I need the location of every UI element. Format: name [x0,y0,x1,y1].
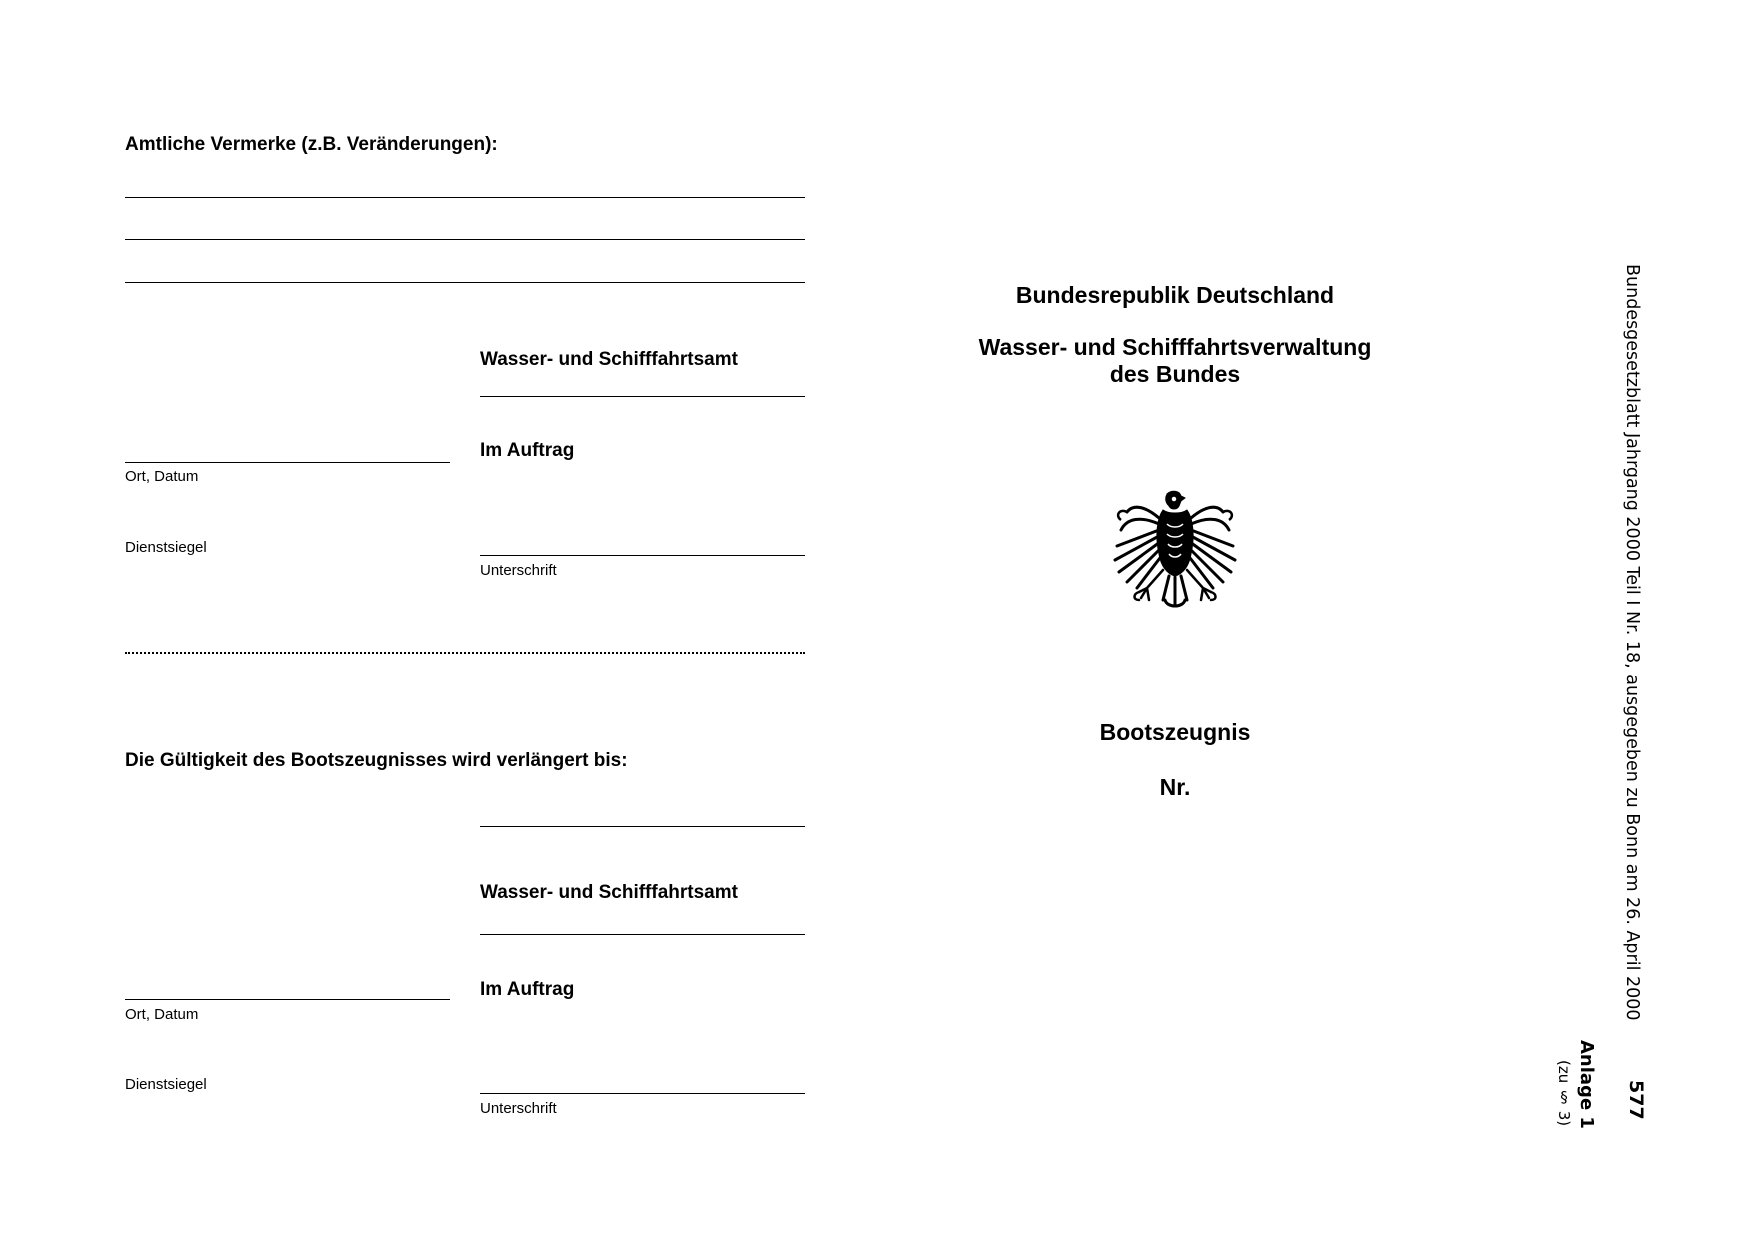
federal-eagle-icon [1105,488,1245,618]
running-header: Bundesgesetzblatt Jahrgang 2000 Teil I Nr. 18, ausgegeben zu Bonn am 26. April 2000 [1622,264,1642,1021]
notes-line-2[interactable] [125,239,805,240]
signature-line[interactable] [480,555,805,556]
document-title: Bootszeugnis [1099,719,1251,745]
official-notes-heading: Amtliche Vermerke (z.B. Veränderungen): [125,134,498,155]
place-date-line[interactable] [125,462,450,463]
signature-label-2: Unterschrift [480,1100,557,1117]
place-date-label: Ort, Datum [125,468,199,485]
validity-extension-heading: Die Gültigkeit des Bootszeugnisses wird verlängert bis: [125,750,628,771]
office-line-2[interactable] [480,934,805,935]
office-line[interactable] [480,396,805,397]
signature-label: Unterschrift [480,562,557,579]
office-label: Wasser- und Schifffahrtsamt [480,349,738,370]
place-date-label-2: Ort, Datum [125,1006,199,1023]
on-behalf-label: Im Auftrag [480,440,575,461]
administration-title-line2: des Bundes [1109,361,1241,387]
validity-date-line[interactable] [480,826,805,827]
place-date-line-2[interactable] [125,999,450,1000]
annex-reference: (zu § 3) [1555,1060,1573,1127]
seal-label: Dienstsiegel [125,539,207,556]
signature-line-2[interactable] [480,1093,805,1094]
notes-line-1[interactable] [125,197,805,198]
seal-label-2: Dienstsiegel [125,1076,207,1093]
cut-line-divider [125,652,805,654]
on-behalf-label-2: Im Auftrag [480,979,575,1000]
annex-label: Anlage 1 [1576,1040,1597,1129]
number-label: Nr. [1159,774,1191,800]
page-number: 577 [1625,1080,1647,1120]
notes-line-3[interactable] [125,282,805,283]
office-label-2: Wasser- und Schifffahrtsamt [480,882,738,903]
country-title: Bundesrepublik Deutschland [1015,282,1335,308]
administration-title-line1: Wasser- und Schifffahrtsverwaltung [978,334,1372,360]
